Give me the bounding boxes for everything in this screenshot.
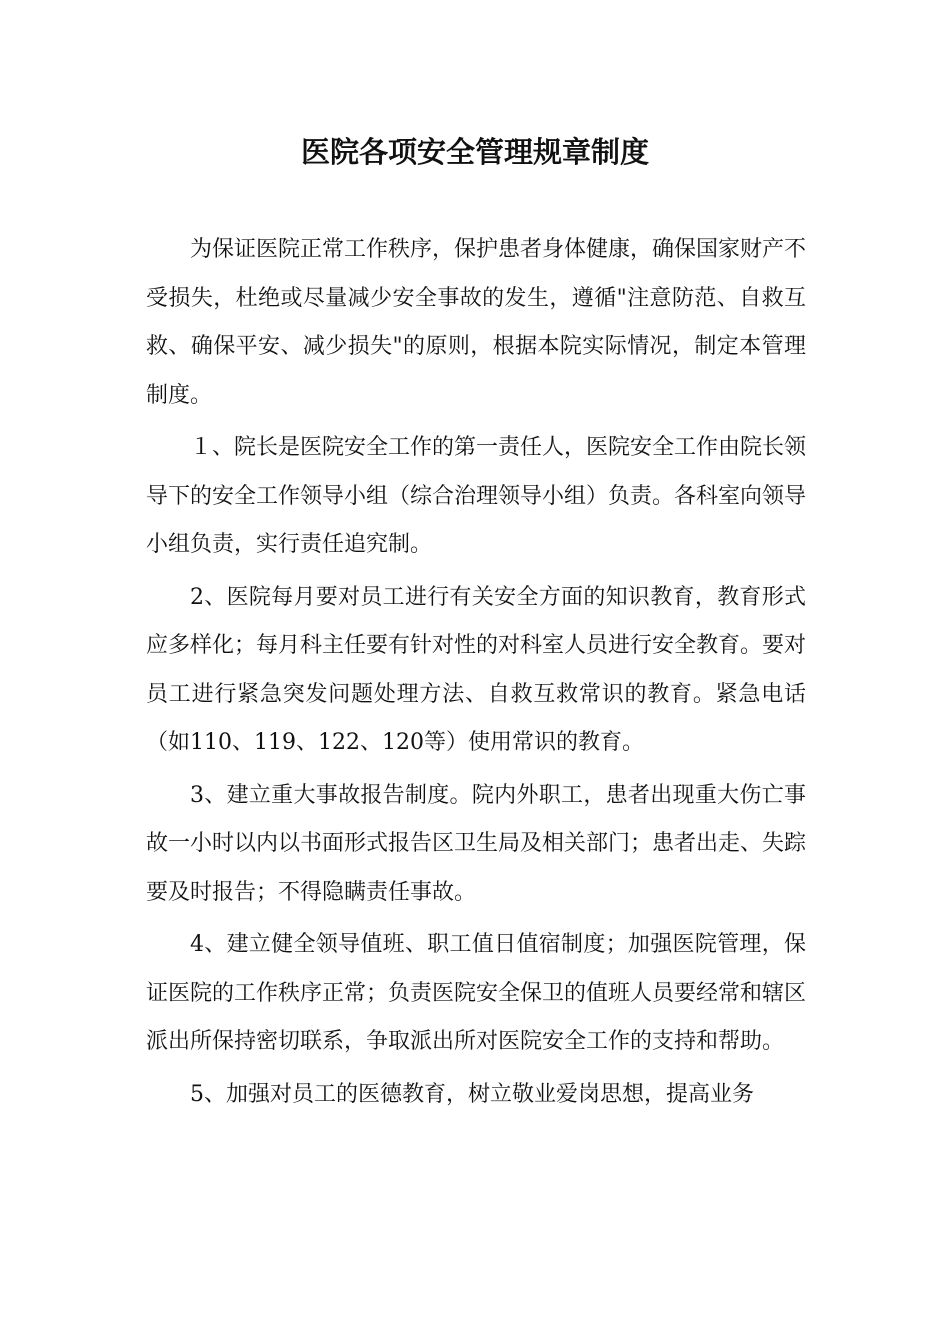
clause-2-paragraph: 2、医院每月要对员工进行有关安全方面的知识教育，教育形式应多样化；每月科主任要有针对性的对科室人员进行安全教育。要对员工进行紧急突发问题处理方法、自救互救常识的教育。紧急电话（如110、119、122、120等）使用常识的教育。 <box>146 584 807 755</box>
document-title: 医院各项安全管理规章制度 <box>300 135 649 169</box>
intro-paragraph: 为保证医院正常工作秩序，保护患者身体健康，确保国家财产不受损失，杜绝或尽量减少安全事故的发生，遵循"注意防范、自救互救、确保平安、减少损失"的原则，根据本院实际情况，制定本管理制度。 <box>146 237 807 408</box>
document-body <box>146 226 806 1119</box>
clause-4-paragraph: 4、建立健全领导值班、职工值日值宿制度；加强医院管理，保证医院的工作秩序正常；负责医院安全保卫的值班人员要经常和辖区派出所保持密切联系，争取派出所对医院安全工作的支持和帮助。 <box>146 932 807 1054</box>
clause-3-paragraph: 3、建立重大事故报告制度。院内外职工，患者出现重大伤亡事故一小时以内以书面形式报告区卫生局及相关部门；患者出走、失踪要及时报告；不得隐瞒责任事故。 <box>146 782 807 905</box>
clause-1-paragraph: １、院长是医院安全工作的第一责任人，医院安全工作由院长领导下的安全工作领导小组（综合治理领导小组）负责。各科室向领导小组负责，实行责任追究制。 <box>146 435 807 557</box>
clause-5-paragraph: 5、加强对员工的医德教育，树立敬业爱岗思想，提高业务 <box>190 1081 754 1107</box>
